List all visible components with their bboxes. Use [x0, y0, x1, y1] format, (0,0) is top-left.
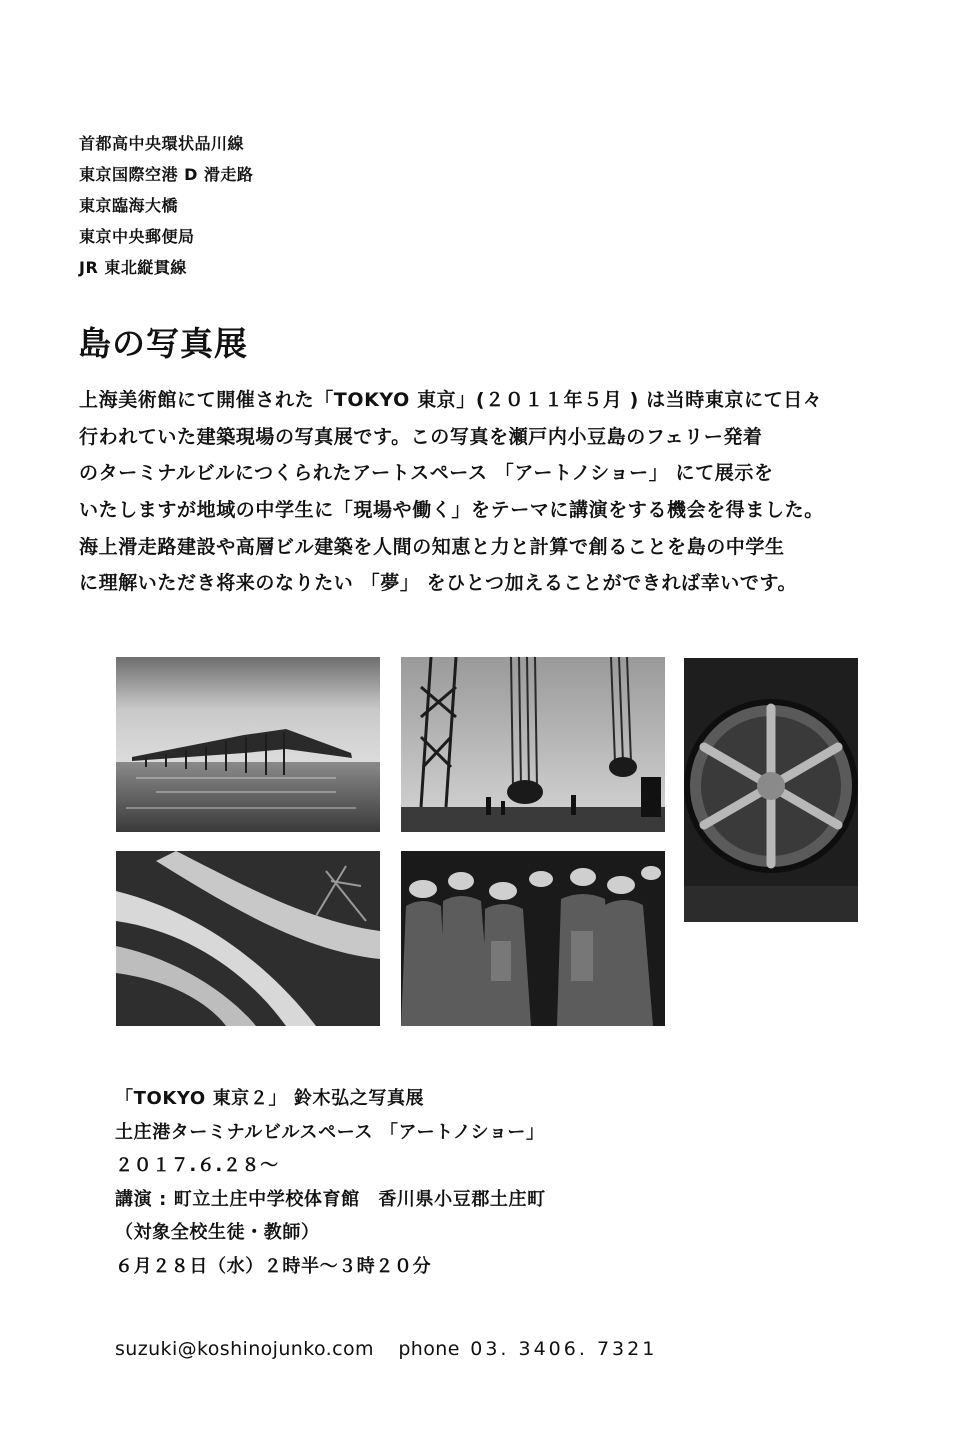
body-line: のターミナルビルにつくられたアートスペース 「アートノショー」 にて展示を: [79, 462, 774, 485]
crane-cables-photo: [401, 657, 665, 832]
phone-label: phone: [398, 1338, 460, 1360]
project-item: 首都高中央環状品川線: [79, 134, 245, 153]
project-item: 東京国際空港 D 滑走路: [79, 165, 254, 184]
date: ２０１７.６.２８～: [115, 1155, 279, 1176]
highway-ramps-photo: [116, 851, 380, 1026]
body-paragraph: [79, 382, 899, 602]
body-line: いたしますが地域の中学生に「現場や働く」をテーマに講演をする機会を得ました。: [79, 499, 824, 522]
page-title: 島の写真展: [78, 324, 248, 363]
audience: （対象全校生徒・教師）: [115, 1222, 320, 1243]
runway-pier-photo: [116, 657, 380, 832]
workers-photo: [401, 851, 665, 1026]
tunnel-cutter-photo: [684, 658, 858, 922]
lecture-location: 講演 : 町立土庄中学校体育館 香川県小豆郡土庄町: [115, 1188, 546, 1210]
contact-line: [115, 1334, 657, 1364]
venue: 土庄港ターミナルビルスペース 「アートノショー」: [115, 1121, 545, 1143]
phone-number[interactable]: 03. 3406. 7321: [470, 1338, 658, 1360]
project-item: 東京中央郵便局: [79, 227, 195, 246]
project-list: [79, 128, 253, 283]
body-line: 行われていた建築現場の写真展です。この写真を瀬戸内小豆島のフェリー発着: [79, 425, 763, 448]
event-info: [115, 1082, 546, 1283]
project-item: 東京臨海大橋: [79, 196, 179, 215]
exhibition-title: 「TOKYO 東京２」 鈴木弘之写真展: [115, 1088, 425, 1109]
body-line: 海上滑走路建設や高層ビル建築を人間の知恵と力と計算で創ることを島の中学生: [79, 535, 785, 558]
body-line: に理解いただき将来のなりたい 「夢」 をひとつ加えることができれば幸いです。: [79, 572, 798, 595]
project-item: JR 東北縦貫線: [79, 258, 187, 277]
lecture-time: ６月２８日（水）２時半～３時２０分: [115, 1255, 432, 1277]
email-address[interactable]: suzuki@koshinojunko.com: [115, 1338, 374, 1360]
body-line: 上海美術館にて開催された「TOKYO 東京」(２０１１年５月 ) は当時東京にて日々: [79, 389, 823, 411]
